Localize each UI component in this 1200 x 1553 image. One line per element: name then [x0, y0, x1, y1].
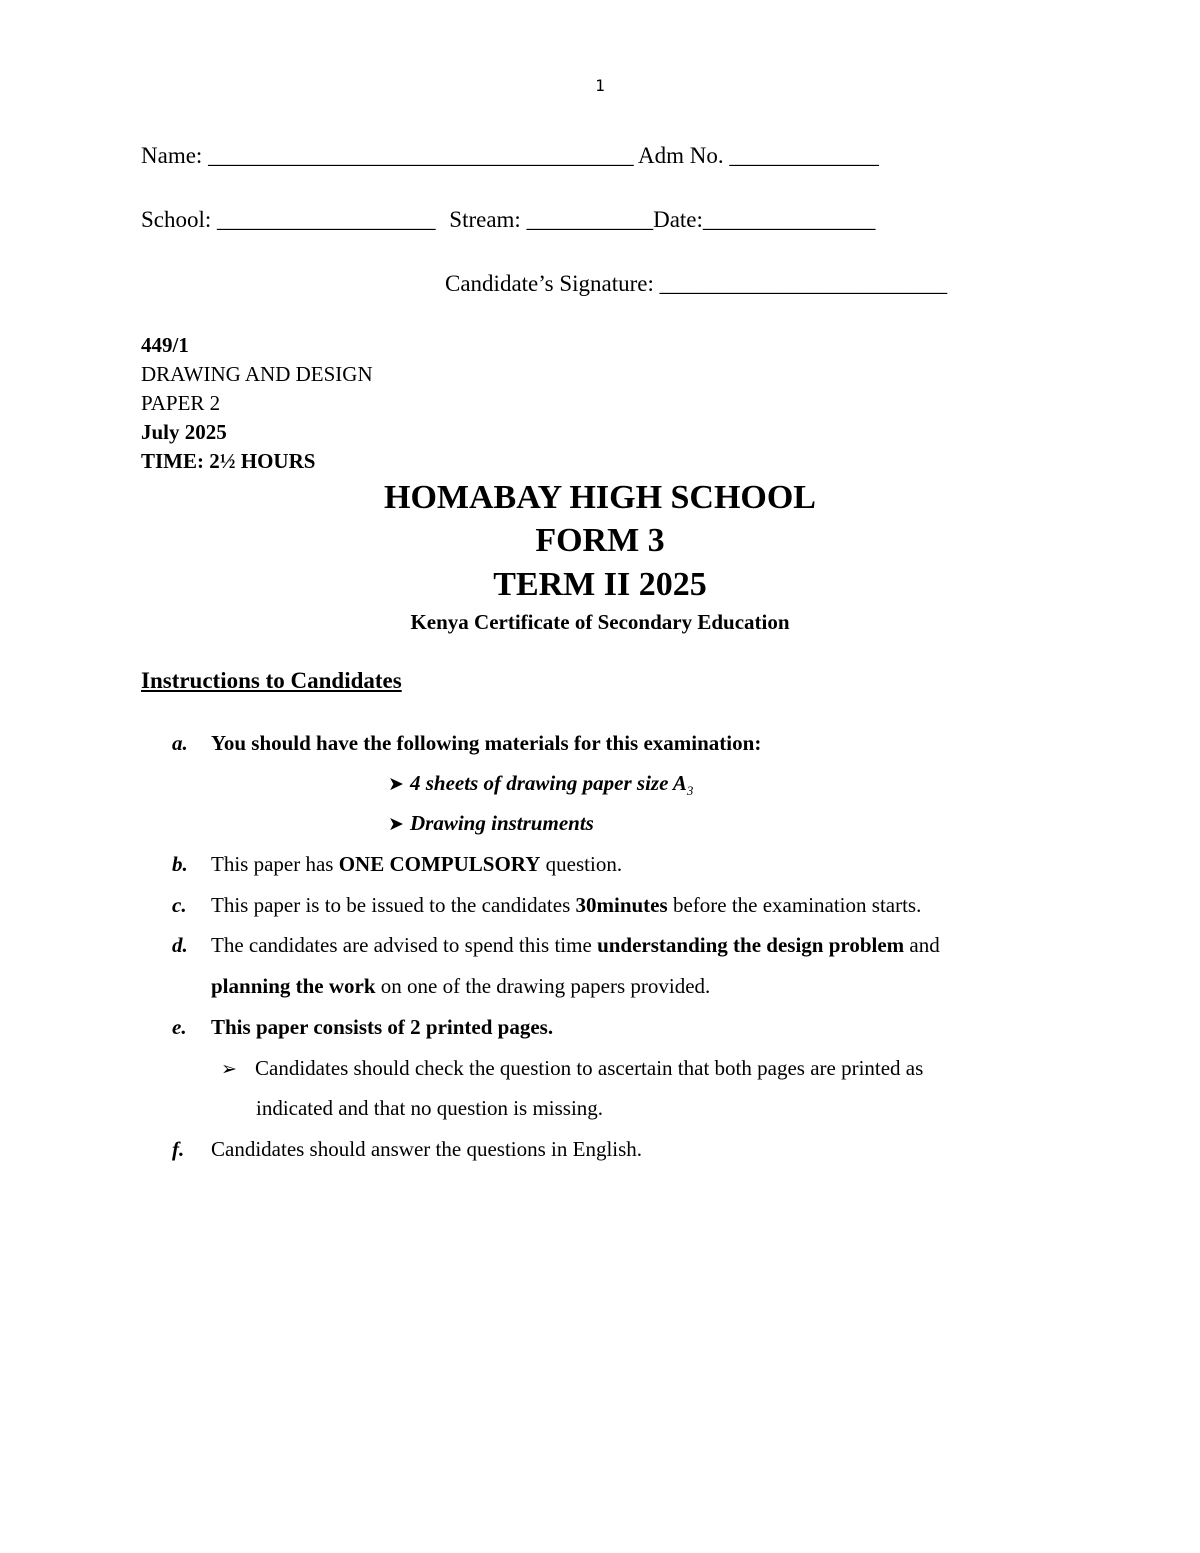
arrow-bullet-icon: ➢	[221, 1058, 237, 1080]
item-c-text	[211, 893, 921, 918]
item-a-text: You should have the following materials for this examination:	[211, 731, 762, 755]
item-c-letter: c.	[172, 893, 187, 917]
materials-bullet-1	[388, 771, 693, 799]
bullet-1-text: 4 sheets of drawing paper size A	[410, 771, 687, 795]
item-c-bold: 30minutes	[575, 893, 668, 917]
item-e-text: This paper consists of 2 printed pages.	[211, 1015, 554, 1039]
bullet-2-text: Drawing instruments	[410, 811, 594, 835]
item-d-text-line1	[211, 933, 940, 958]
date-label: Date:	[653, 207, 703, 232]
paper-code: 449/1	[141, 333, 189, 357]
instructions-heading: Instructions to Candidates	[141, 668, 402, 693]
materials-bullet-2	[388, 811, 594, 836]
item-d-text-line2	[211, 974, 710, 999]
stream-label: Stream:	[449, 207, 521, 232]
paper-time: TIME: 2½ HOURS	[141, 449, 316, 473]
school-row	[141, 207, 875, 233]
item-b-post: question.	[540, 852, 623, 876]
item-d-pre: The candidates are advised to spend this time	[211, 933, 598, 957]
item-d-letter: d.	[172, 933, 188, 957]
bullet-1-subscript: 3	[686, 783, 694, 799]
signature-row	[445, 271, 947, 297]
item-e-bullet	[221, 1056, 923, 1081]
school-field[interactable]: ___________________	[217, 207, 436, 232]
school-title: HOMABAY HIGH SCHOOL	[384, 479, 816, 516]
stream-field[interactable]: ___________	[526, 207, 654, 232]
item-f-letter: f.	[172, 1137, 185, 1161]
term-title: TERM II 2025	[493, 566, 707, 603]
name-label: Name:	[141, 143, 203, 168]
form-title: FORM 3	[535, 522, 665, 559]
item-d-mid: and	[904, 933, 940, 957]
item-d-bold1: understanding the design problem	[597, 933, 905, 957]
name-field[interactable]: _____________________________________	[208, 143, 634, 168]
signature-field[interactable]: _________________________	[659, 271, 948, 296]
page-number: 1	[595, 76, 605, 95]
item-c-post: before the examination starts.	[667, 893, 922, 917]
arrow-bullet-icon: ➤	[388, 813, 404, 835]
item-e-bullet-line2: indicated and that no question is missing.	[256, 1096, 604, 1120]
item-e-letter: e.	[172, 1015, 187, 1039]
name-row	[141, 143, 879, 169]
adm-no-field[interactable]: _____________	[729, 143, 879, 168]
item-a-letter: a.	[172, 731, 188, 755]
item-c-pre: This paper is to be issued to the candidates	[211, 893, 576, 917]
item-b-text	[211, 852, 622, 877]
signature-label: Candidate’s Signature:	[445, 271, 654, 296]
paper-number: PAPER 2	[141, 391, 221, 415]
paper-subject: DRAWING AND DESIGN	[141, 362, 373, 386]
item-e-bullet-line1: Candidates should check the question to ascertain that both pages are printed as	[255, 1056, 924, 1080]
date-field[interactable]: _______________	[702, 207, 876, 232]
item-b-letter: b.	[172, 852, 188, 876]
school-label: School:	[141, 207, 212, 232]
item-b-pre: This paper has	[211, 852, 339, 876]
paper-date: July 2025	[141, 420, 227, 444]
certificate-subtitle: Kenya Certificate of Secondary Education	[410, 610, 790, 634]
item-d-post: on one of the drawing papers provided.	[375, 974, 711, 998]
adm-no-label: Adm No.	[638, 143, 724, 168]
item-b-bold: ONE COMPULSORY	[338, 852, 541, 876]
arrow-bullet-icon: ➤	[388, 773, 404, 795]
item-f-text: Candidates should answer the questions in English.	[211, 1137, 643, 1161]
item-d-bold2: planning the work	[211, 974, 376, 998]
